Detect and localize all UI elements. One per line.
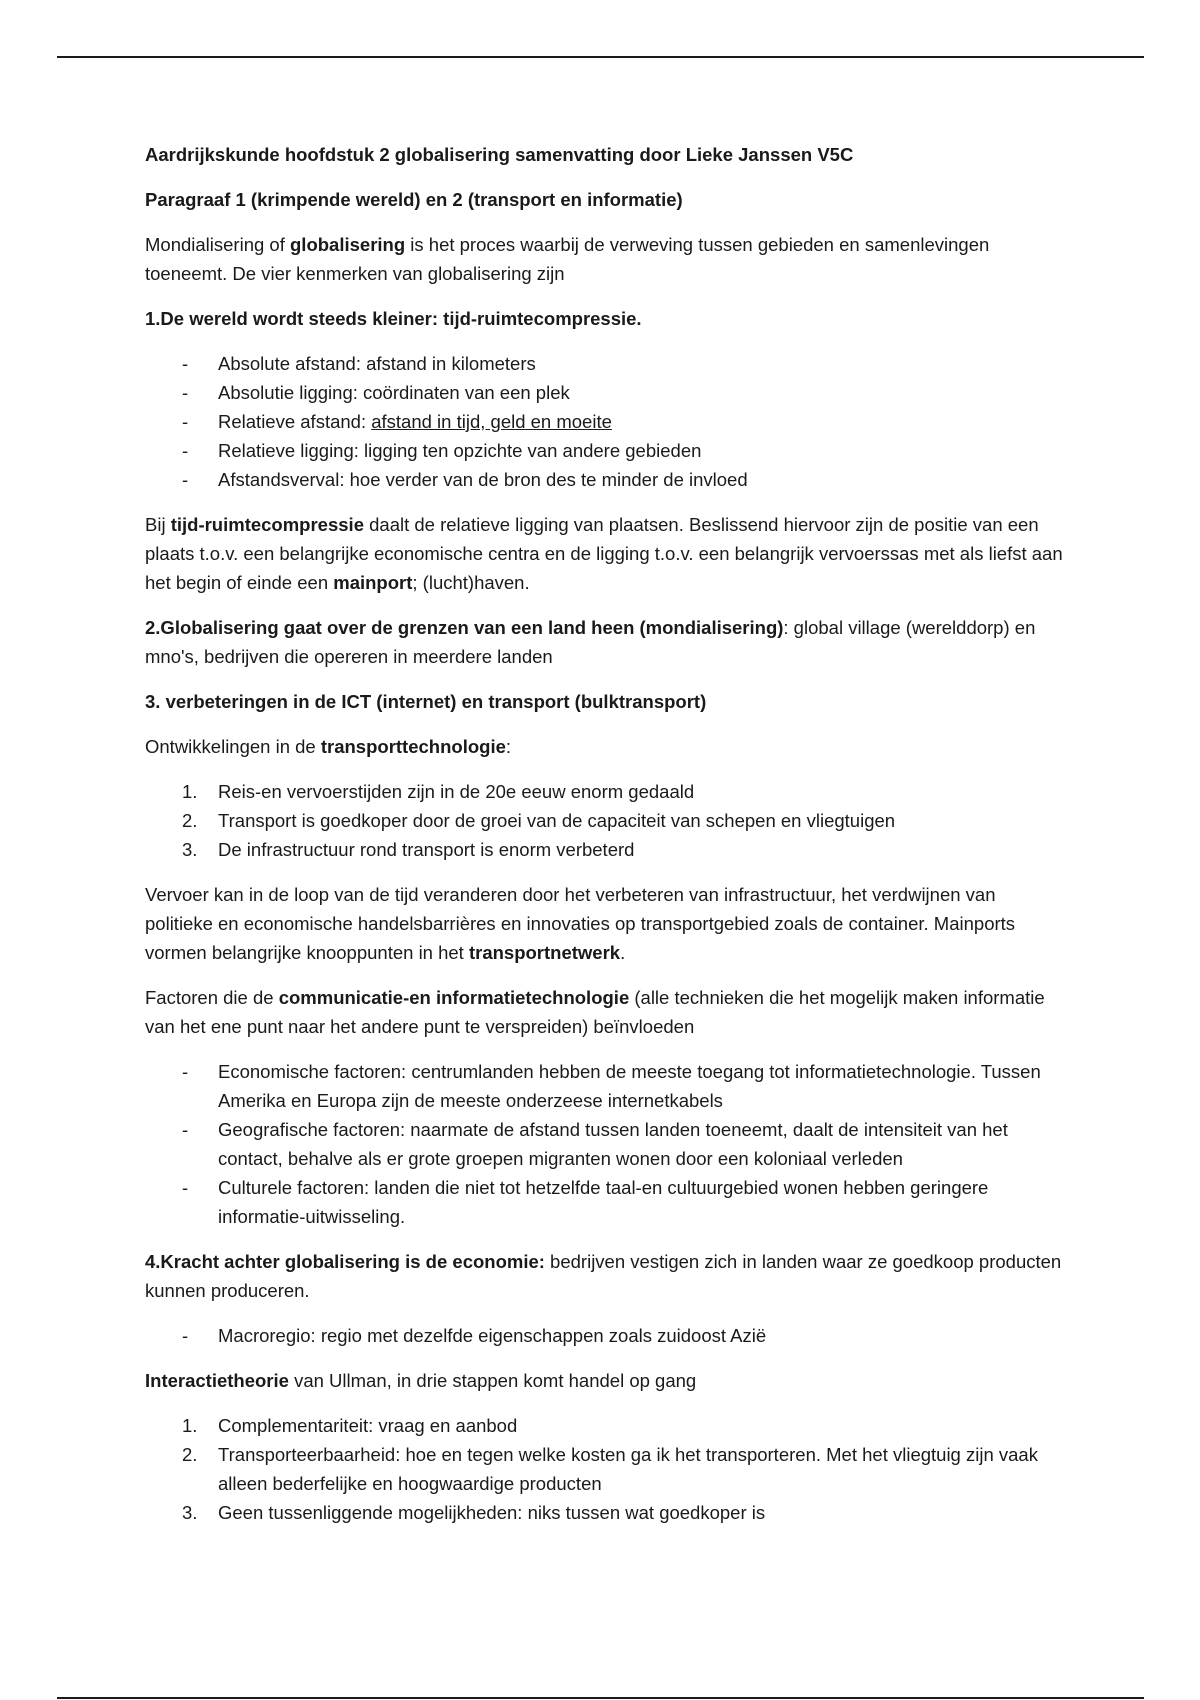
list-item: - Culturele factoren: landen die niet tot hetzelfde taal-en cultuurgebied wonen hebben geringere informatie-uitwisseling. bbox=[145, 1173, 1065, 1231]
list-item: 1. Complementariteit: vraag en aanbod bbox=[182, 1415, 518, 1436]
list-item: - Macroregio: regio met dezelfde eigenschappen zoals zuidoost Azië bbox=[145, 1321, 1065, 1350]
list-item: - Geografische factoren: naarmate de afstand tussen landen toeneemt, daalt de intensiteit van het contact, behalve als er grote groepen migranten wonen door een koloniaal verleden bbox=[145, 1115, 1065, 1173]
list-item: - Absolutie ligging: coördinaten van een plek bbox=[145, 378, 1065, 407]
heading-1: 1.De wereld wordt steeds kleiner: tijd-ruimtecompressie. bbox=[145, 308, 642, 329]
footer-rule bbox=[57, 1697, 1144, 1699]
document-body bbox=[145, 140, 1065, 1543]
transport-paragraph: Vervoer kan in de loop van de tijd veranderen door het verbeteren van infrastructuur, het verdwijnen van politieke en economische handelsbarrières en innovaties op transportgebied zoals de container. Mainports vormen belangrijke knooppunten in het transportnetwerk. bbox=[145, 884, 1016, 963]
list-item: 3. Geen tussenliggende mogelijkheden: niks tussen wat goedkoper is bbox=[182, 1502, 766, 1523]
distance-list bbox=[145, 349, 1065, 494]
header-rule bbox=[57, 56, 1144, 58]
transport-list bbox=[145, 777, 1065, 864]
time-space-paragraph: Bij tijd-ruimtecompressie daalt de relatieve ligging van plaatsen. Beslissend hiervoor zijn de positie van een plaats t.o.v. een belangrijke economische centra en de ligging t.o.v. een belangrijk vervoerssas met als liefst aan het begin of einde een mainport; (lucht)haven. bbox=[145, 514, 1063, 593]
heading-2-paragraph: 2.Globalisering gaat over de grenzen van een land heen (mondialisering): global village (werelddorp) en mno's, bedrijven die opereren in meerdere landen bbox=[145, 617, 1036, 667]
interaction-theory-paragraph: Interactietheorie van Ullman, in drie stappen komt handel op gang bbox=[145, 1370, 697, 1391]
list-item: - Relatieve afstand: afstand in tijd, geld en moeite bbox=[145, 407, 1065, 436]
intro-paragraph: Mondialisering of globalisering is het proces waarbij de verweving tussen gebieden en samenlevingen toeneemt. De vier kenmerken van globalisering zijn bbox=[145, 234, 990, 284]
list-item: 2. Transporteerbaarheid: hoe en tegen welke kosten ga ik het transporteren. Met het vliegtuig zijn vaak alleen bederfelijke en hoogwaardige producten bbox=[182, 1444, 1038, 1494]
document-title: Aardrijkskunde hoofdstuk 2 globalisering samenvatting door Lieke Janssen V5C bbox=[145, 144, 854, 165]
list-item: 1. Reis-en vervoerstijden zijn in de 20e eeuw enorm gedaald bbox=[182, 781, 695, 802]
developments-paragraph: Ontwikkelingen in de transporttechnologie: bbox=[145, 736, 512, 757]
interaction-list bbox=[145, 1411, 1065, 1527]
list-item: 2. Transport is goedkoper door de groei van de capaciteit van schepen en vliegtuigen bbox=[182, 810, 896, 831]
factors-paragraph: Factoren die de communicatie-en informatietechnologie (alle technieken die het mogelijk maken informatie van het ene punt naar het andere punt te verspreiden) beïnvloeden bbox=[145, 987, 1045, 1037]
list-item: - Economische factoren: centrumlanden hebben de meeste toegang tot informatietechnologie. Tussen Amerika en Europa zijn de meeste onderzeese internetkabels bbox=[145, 1057, 1065, 1115]
heading-4-paragraph: 4.Kracht achter globalisering is de economie: bedrijven vestigen zich in landen waar ze goedkoop producten kunnen produceren. bbox=[145, 1251, 1062, 1301]
heading-3: 3. verbeteringen in de ICT (internet) en transport (bulktransport) bbox=[145, 691, 707, 712]
list-item: - Absolute afstand: afstand in kilometers bbox=[145, 349, 1065, 378]
list-item: 3. De infrastructuur rond transport is enorm verbeterd bbox=[182, 839, 635, 860]
list-item: - Relatieve ligging: ligging ten opzichte van andere gebieden bbox=[145, 436, 1065, 465]
factors-list bbox=[145, 1057, 1065, 1231]
macroregion-list bbox=[145, 1321, 1065, 1350]
list-item: - Afstandsverval: hoe verder van de bron des te minder de invloed bbox=[145, 465, 1065, 494]
paragraph-heading: Paragraaf 1 (krimpende wereld) en 2 (transport en informatie) bbox=[145, 189, 683, 210]
